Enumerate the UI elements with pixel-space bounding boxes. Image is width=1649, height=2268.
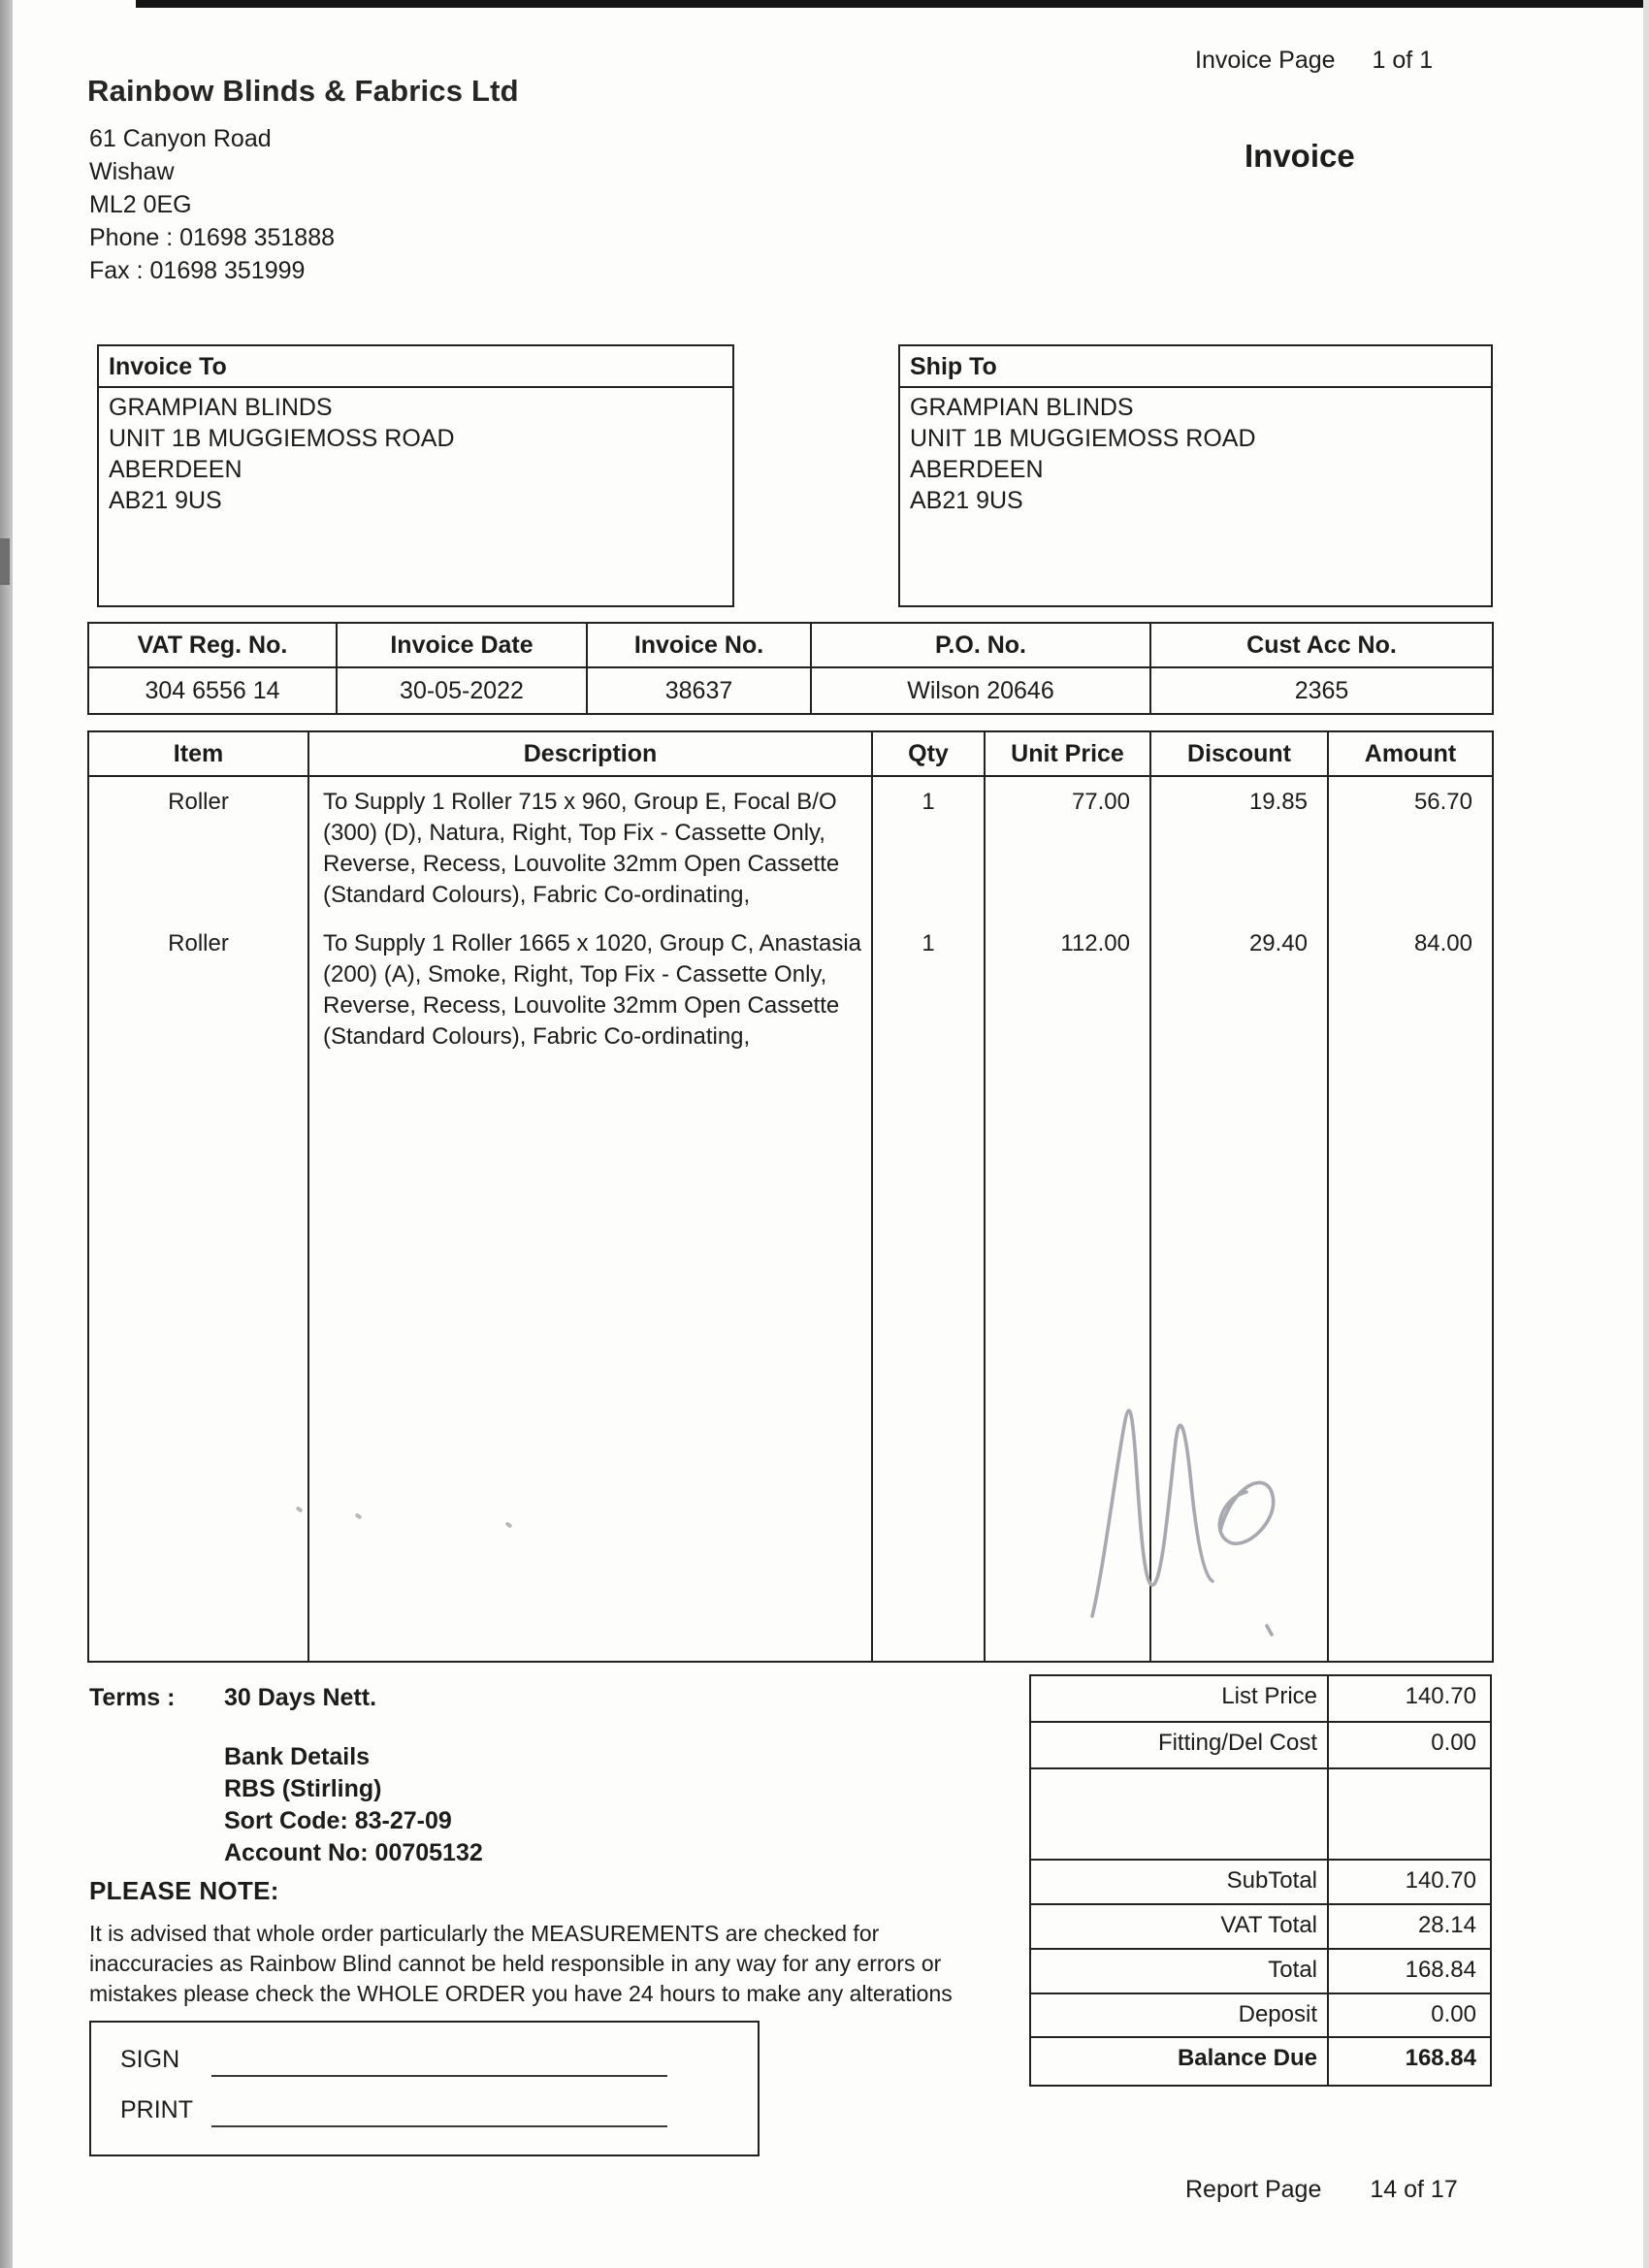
items-header-qty: Qty: [873, 732, 986, 775]
invoice-page-indicator: [1195, 47, 1433, 75]
meta-header-invoice-date: Invoice Date: [338, 624, 588, 666]
sign-line: [211, 2048, 667, 2077]
invoice-to-address: [99, 388, 732, 520]
sign-label: SIGN: [120, 2046, 180, 2073]
item-unit-price: 112.00: [986, 911, 1151, 1053]
meta-header-po-no: P.O. No.: [812, 624, 1151, 666]
items-header-unit-price: Unit Price: [986, 732, 1151, 775]
company-phone: Phone : 01698 351888: [89, 224, 336, 251]
totals-label: Total: [1031, 1950, 1329, 1993]
invoice-page-value: 1 of 1: [1372, 47, 1434, 74]
totals-row-balance-due: [1031, 2038, 1490, 2085]
items-header-description: Description: [309, 732, 873, 775]
ship-to-box: [898, 344, 1493, 607]
totals-label: Fitting/Del Cost: [1031, 1723, 1329, 1767]
totals-row-list-price: [1031, 1676, 1490, 1723]
totals-value: 168.84: [1405, 1957, 1476, 1983]
invoice-to-line: ABERDEEN: [109, 456, 242, 483]
scan-edge-right: [1643, 0, 1649, 2268]
ship-to-line: UNIT 1B MUGGIEMOSS ROAD: [910, 425, 1256, 452]
meta-value-invoice-date: 30-05-2022: [338, 668, 588, 713]
please-note-heading: PLEASE NOTE:: [89, 1876, 279, 1905]
meta-header-row: [89, 624, 1492, 666]
invoice-page-label: Invoice Page: [1195, 47, 1336, 74]
scan-edge-top: [136, 0, 1649, 8]
print-line: [211, 2098, 667, 2127]
items-filler-cell: [89, 1053, 309, 1661]
company-address: [89, 122, 335, 287]
items-filler-cell: [1329, 1053, 1492, 1661]
meta-value-po-no: Wilson 20646: [812, 668, 1151, 713]
terms-row: [89, 1684, 377, 1712]
sign-print-box: [89, 2021, 760, 2156]
please-note-body: It is advised that whole order particularly the MEASUREMENTS are checked for inaccuracies as Rainbow Blind cannot be held responsible in any way for any errors or mistakes please check the WHOLE ORDER you have 24 hours to make any alterations: [89, 1921, 953, 2006]
bank-account-no: Account No: 00705132: [224, 1839, 483, 1866]
terms-label: Terms :: [89, 1684, 176, 1711]
ship-to-line: ABERDEEN: [910, 456, 1044, 483]
scan-edge-left-mark: [0, 538, 10, 585]
meta-values-row: [89, 666, 1492, 713]
totals-value: 0.00: [1431, 1730, 1476, 1756]
totals-value: 0.00: [1431, 2001, 1476, 2027]
totals-row-total: [1031, 1950, 1490, 1994]
items-filler-cell: [309, 1053, 873, 1661]
item-amount: 56.70: [1413, 789, 1472, 815]
items-header-item: Item: [89, 732, 309, 775]
invoice-to-box: [97, 344, 734, 607]
totals-label: List Price: [1031, 1676, 1329, 1721]
totals-row-fitting-del-cost: [1031, 1723, 1490, 1769]
company-address-line: Wishaw: [89, 158, 175, 185]
invoice-meta-table: [87, 622, 1494, 715]
meta-value-cust-acc: 2365: [1294, 676, 1349, 704]
totals-label: Balance Due: [1031, 2038, 1329, 2085]
item-description: To Supply 1 Roller 1665 x 1020, Group C, Anastasia (200) (A), Smoke, Right, Top Fix - Cassette Only, Reverse, Recess, Louvolite 32mm Open Cassette (Standard Colours), Fabric Co-ordinating,: [309, 911, 873, 1053]
item-qty: 1: [873, 911, 986, 1053]
ship-to-heading: Ship To: [900, 346, 1491, 388]
ship-to-address: [900, 388, 1491, 520]
meta-header-vat: VAT Reg. No.: [89, 624, 338, 666]
bank-details: [224, 1741, 483, 1869]
totals-value: 140.70: [1405, 1683, 1476, 1709]
meta-header-invoice-no: Invoice No.: [588, 624, 812, 666]
item-discount: 29.40: [1151, 911, 1329, 1053]
totals-value: 28.14: [1417, 1912, 1476, 1938]
bank-name: RBS (Stirling): [224, 1775, 382, 1802]
totals-spacer-value: [1329, 1769, 1490, 1859]
totals-row-subtotal: [1031, 1861, 1490, 1905]
invoice-to-heading: Invoice To: [99, 346, 732, 388]
report-page-label: Report Page: [1185, 2176, 1322, 2203]
items-filler-cell: [873, 1053, 986, 1661]
ship-to-line: AB21 9US: [910, 487, 1023, 514]
item-unit-price: 77.00: [986, 777, 1151, 911]
signature-scribble: [1075, 1385, 1300, 1639]
bank-details-heading: Bank Details: [224, 1743, 371, 1770]
items-header-amount: Amount: [1364, 739, 1457, 767]
totals-row-deposit: [1031, 1994, 1490, 2038]
report-page-value: 14 of 17: [1370, 2176, 1458, 2203]
company-fax: Fax : 01698 351999: [89, 257, 306, 284]
invoice-to-line: GRAMPIAN BLINDS: [109, 394, 333, 421]
meta-value-invoice-no: 38637: [588, 668, 812, 713]
invoice-to-line: UNIT 1B MUGGIEMOSS ROAD: [109, 425, 455, 452]
invoice-to-line: AB21 9US: [109, 487, 222, 514]
company-address-line: 61 Canyon Road: [89, 125, 272, 152]
totals-value: 168.84: [1405, 2045, 1476, 2071]
item-discount: 19.85: [1151, 777, 1329, 911]
items-header-discount: Discount: [1151, 732, 1329, 775]
scan-edge-left: [0, 0, 13, 2268]
item-description: To Supply 1 Roller 715 x 960, Group E, Focal B/O (300) (D), Natura, Right, Top Fix - Cassette Only, Reverse, Recess, Louvolite 32mm Open Cassette (Standard Colours), Fabric Co-ordinating,: [309, 777, 873, 911]
totals-label: Deposit: [1031, 1994, 1329, 2036]
meta-value-vat: 304 6556 14: [89, 668, 338, 713]
terms-value: 30 Days Nett.: [224, 1684, 377, 1711]
totals-spacer-label: [1031, 1769, 1329, 1859]
company-name: Rainbow Blinds & Fabrics Ltd: [87, 74, 519, 108]
item-qty: 1: [873, 777, 986, 911]
ship-to-line: GRAMPIAN BLINDS: [910, 394, 1134, 421]
totals-spacer-row: [1031, 1769, 1490, 1861]
totals-table: [1029, 1674, 1492, 2087]
item-name: Roller: [89, 911, 309, 1053]
item-name: Roller: [89, 777, 309, 911]
report-page-indicator: [1185, 2176, 1458, 2204]
bank-sort-code: Sort Code: 83-27-09: [224, 1807, 452, 1834]
totals-label: SubTotal: [1031, 1861, 1329, 1903]
totals-label: VAT Total: [1031, 1905, 1329, 1948]
print-label: PRINT: [120, 2096, 193, 2123]
meta-header-cust-acc: Cust Acc No.: [1246, 631, 1397, 659]
item-amount: 84.00: [1413, 930, 1472, 956]
items-header-row: [89, 732, 1492, 777]
totals-value: 140.70: [1405, 1867, 1476, 1894]
company-address-line: ML2 0EG: [89, 191, 192, 218]
totals-row-vat-total: [1031, 1905, 1490, 1950]
document-title: Invoice: [1245, 138, 1355, 174]
